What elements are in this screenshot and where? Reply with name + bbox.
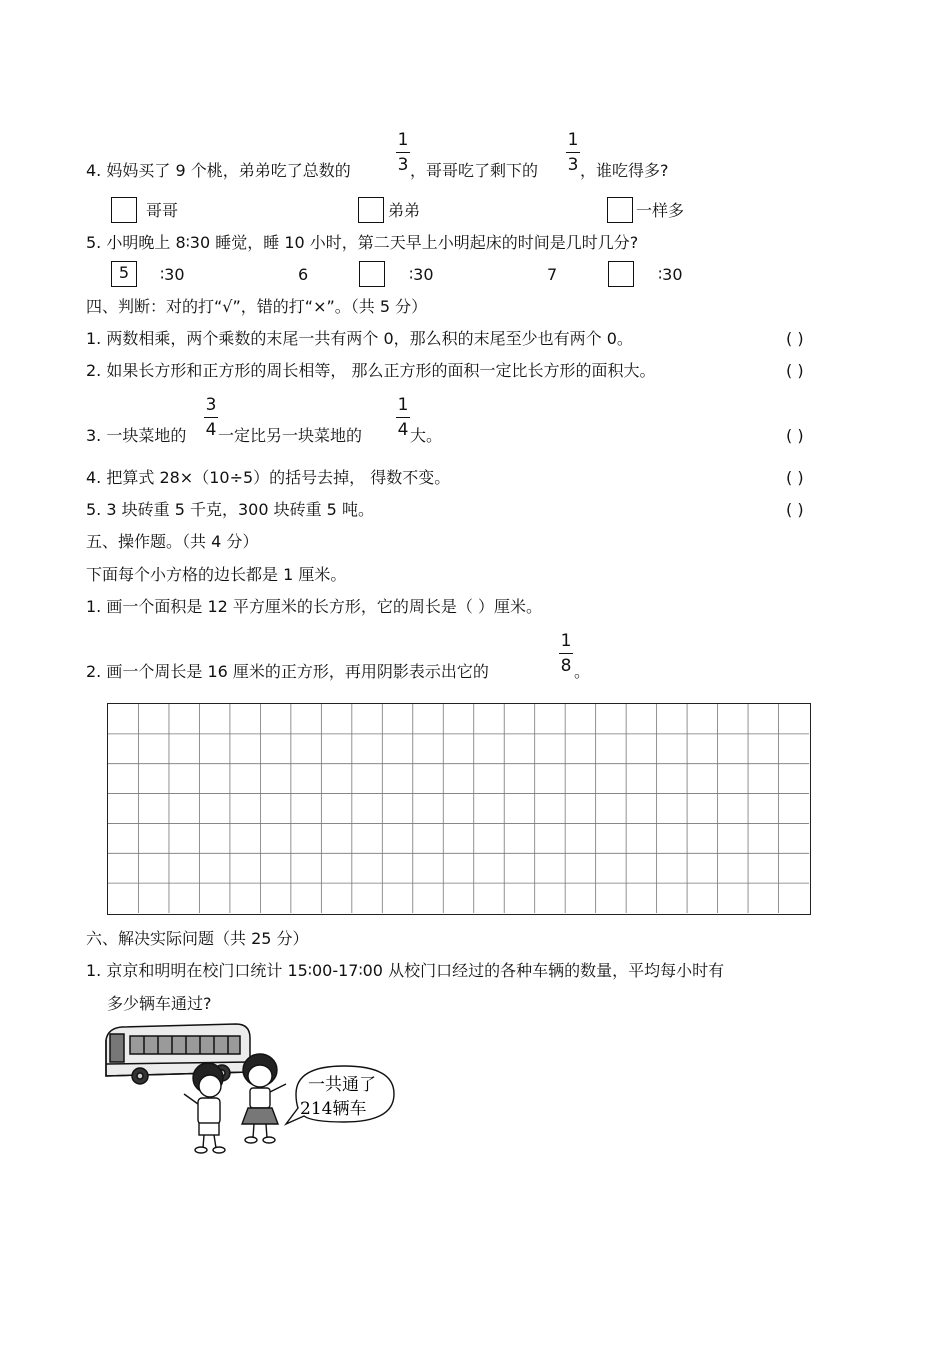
operation-item2-fraction [559, 631, 573, 676]
judge-item3-mid: 一定比另一块菜地的 [218, 426, 363, 445]
fraction-denominator: 8 [560, 656, 572, 676]
q4-checkbox-3[interactable] [607, 197, 633, 223]
q4-checkbox-1[interactable] [111, 197, 137, 223]
fraction-bar [396, 152, 410, 153]
fraction-numerator: 1 [397, 130, 409, 150]
q4-fraction-1 [396, 130, 410, 175]
section4-title: 四、判断：对的打“√”，错的打“×”。（共 5 分） [86, 297, 428, 316]
section5-title: 五、操作题。（共 4 分） [86, 532, 259, 551]
q5-box-3[interactable] [608, 261, 634, 287]
judge-item-4: 4. 把算式 28×（10÷5）的括号去掉， 得数不变。 [86, 468, 451, 487]
judge-item-5: 5. 3 块砖重 5 千克，300 块砖重 5 吨。 [86, 500, 374, 519]
operation-item-1: 1. 画一个面积是 12 平方厘米的长方形，它的周长是（ ）厘米。 [86, 597, 542, 616]
q4-option-3: 一样多 [636, 201, 685, 220]
fraction-denominator: 4 [397, 420, 409, 440]
judge-answer-2[interactable]: ( ) [786, 361, 804, 380]
section5-note: 下面每个小方格的边长都是 1 厘米。 [86, 565, 347, 584]
fraction-denominator: 4 [205, 420, 217, 440]
judge-item-3: 3. 一块菜地的 [86, 426, 187, 445]
fraction-numerator: 1 [397, 395, 409, 415]
judge-item-1: 1. 两数相乘，两个乘数的末尾一共有两个 0，那么积的末尾至少也有两个 0。 [86, 329, 633, 348]
judge-answer-4[interactable]: ( ) [786, 468, 804, 487]
q4-fraction-2 [566, 130, 580, 175]
fraction-numerator: 1 [567, 130, 579, 150]
operation-item2-end: 。 [574, 662, 591, 681]
problem-1-line2: 多少辆车通过? [107, 994, 212, 1013]
q5-option3-min: ∶30 [658, 265, 683, 284]
judge-item3-end: 大。 [410, 426, 443, 445]
boy-figure-icon [184, 1063, 225, 1153]
fraction-bar [396, 417, 410, 418]
q5-text: 5. 小明晚上 8∶30 睡觉，睡 10 小时，第二天早上小明起床的时间是几时几分? [86, 233, 639, 252]
fraction-denominator: 3 [397, 155, 409, 175]
problem-1-line1: 1. 京京和明明在校门口统计 15∶00-17∶00 从校门口经过的各种车辆的数量，平均每小时有 [86, 961, 725, 980]
fraction-numerator: 1 [560, 631, 572, 651]
operation-item-2: 2. 画一个周长是 16 厘米的正方形，再用阴影表示出它的 [86, 662, 489, 681]
q4-checkbox-2[interactable] [358, 197, 384, 223]
q4-option-1: 哥哥 [146, 201, 179, 220]
judge-answer-1[interactable]: ( ) [786, 329, 804, 348]
q4-text-a: 4. 妈妈买了 9 个桃，弟弟吃了总数的 [86, 161, 351, 180]
q4-option-2: 弟弟 [388, 201, 421, 220]
speech-line-2: 214辆车 [300, 1099, 367, 1119]
judge-item3-fraction-1 [204, 395, 218, 440]
fraction-denominator: 3 [567, 155, 579, 175]
grid-lines [108, 704, 812, 916]
speech-line-1: 一共通了 [308, 1075, 376, 1095]
fraction-numerator: 3 [205, 395, 217, 415]
q5-option2-hour: 6 [298, 265, 309, 284]
q4-text-b: ，哥哥吃了剩下的 [410, 161, 539, 180]
speech-bubble [286, 1066, 394, 1124]
judge-answer-3[interactable]: ( ) [786, 426, 804, 445]
fraction-bar [566, 152, 580, 153]
fraction-bar [204, 417, 218, 418]
judge-answer-5[interactable]: ( ) [786, 500, 804, 519]
q5-option3-hour: 7 [547, 265, 558, 284]
bus-icon [106, 1024, 250, 1084]
q5-box-1[interactable]: 5 [111, 261, 137, 287]
fraction-bar [559, 653, 573, 654]
girl-figure-icon [242, 1054, 286, 1143]
q5-option1-min: ∶30 [160, 265, 185, 284]
judge-item3-fraction-2 [396, 395, 410, 440]
q5-option2-min: ∶30 [409, 265, 434, 284]
judge-item-2: 2. 如果长方形和正方形的周长相等， 那么正方形的面积一定比长方形的面积大。 [86, 361, 656, 380]
bus-children-illustration [100, 1020, 410, 1160]
q4-text-c: ，谁吃得多? [580, 161, 669, 180]
q5-box-2[interactable] [359, 261, 385, 287]
drawing-grid[interactable] [107, 703, 811, 915]
section6-title: 六、解决实际问题（共 25 分） [86, 929, 309, 948]
